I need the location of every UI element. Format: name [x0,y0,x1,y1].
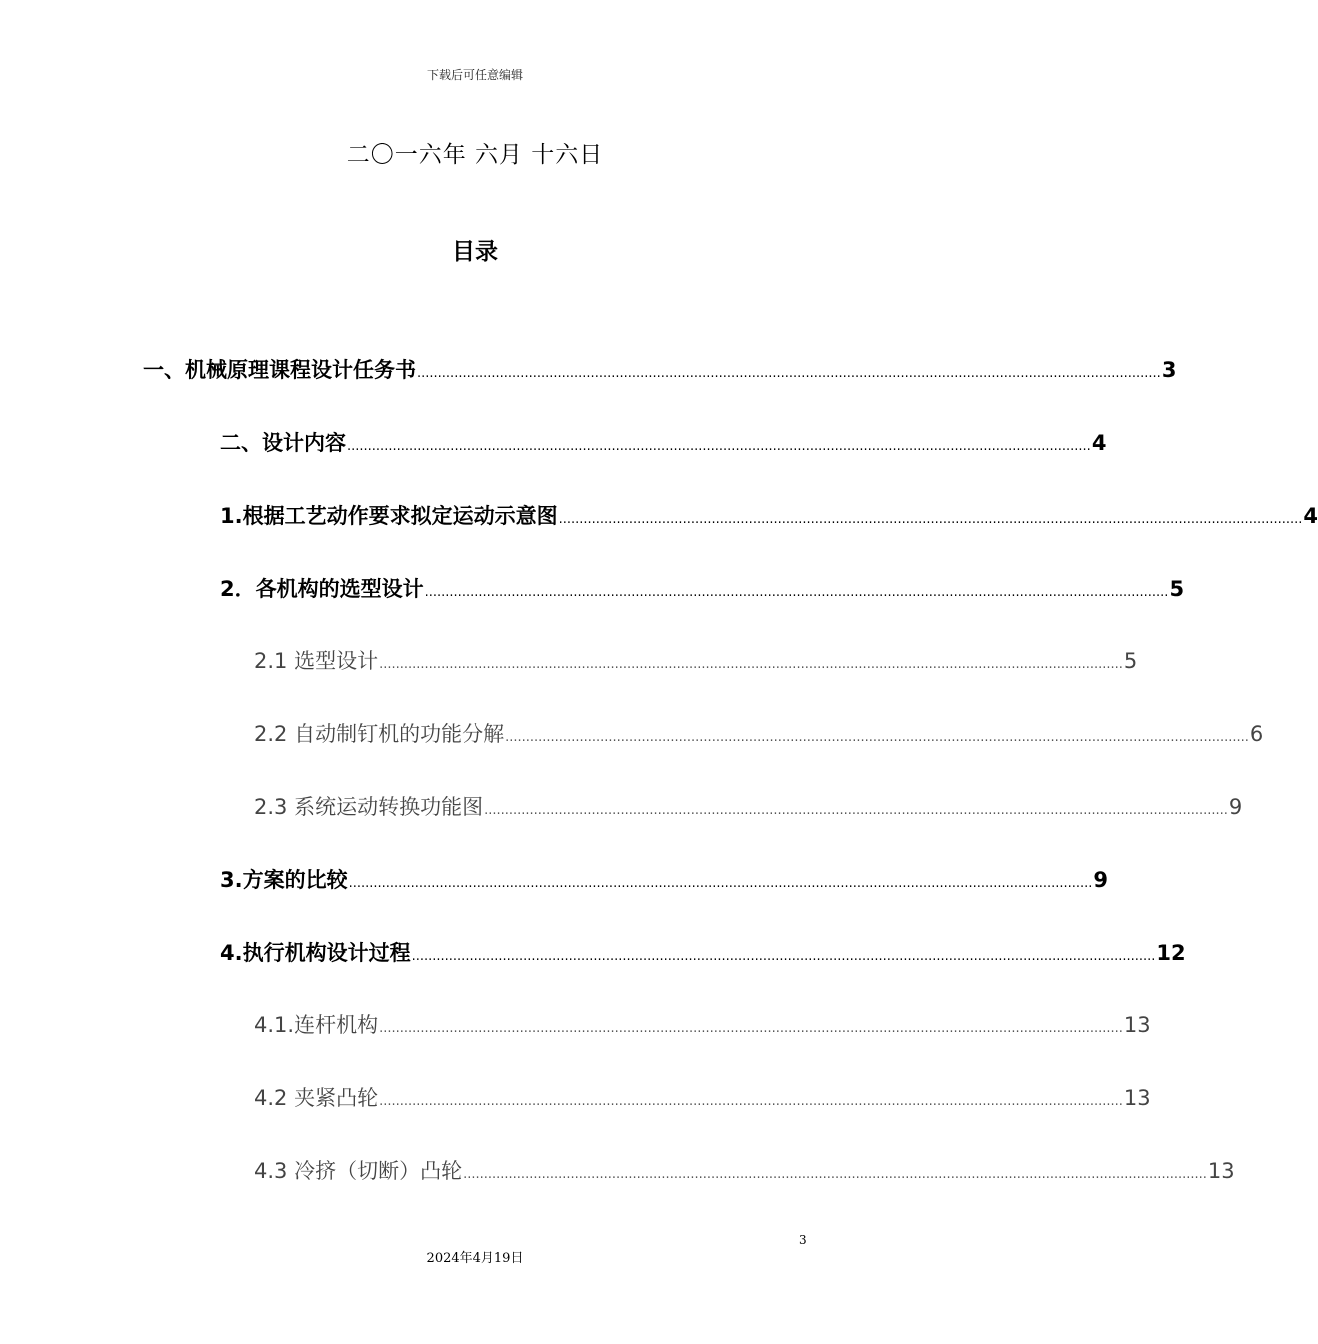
toc-entry-label: 4.3 冷挤（切断）凸轮 [254,1159,463,1183]
toc-dot-leader: .................................................................................................................................................................................... [424,585,1169,600]
toc-entry-page: 6 [1249,722,1264,746]
toc-entry[interactable] [254,791,1243,823]
toc-entry[interactable] [220,573,1185,605]
toc-entry[interactable] [254,1009,1151,1041]
toc-entry[interactable] [220,500,1318,532]
toc-entry-page: 13 [1123,1013,1151,1037]
toc-entry[interactable] [220,937,1186,969]
toc-dot-leader: .................................................................................................................................................................................... [347,439,1091,454]
toc-entry[interactable] [254,645,1138,677]
footer-date: 2024年4月19日 [426,1251,524,1266]
toc-entry-label: 2.2 自动制钉机的功能分解 [254,722,505,746]
toc-entry[interactable] [254,1155,1235,1187]
toc-entry-page: 5 [1123,649,1138,673]
toc-entry-page: 4 [1091,431,1107,455]
toc-entry-label: 3.方案的比较 [220,868,348,892]
toc-title: 目录 [452,239,498,265]
toc-dot-leader: .................................................................................................................................................................................... [348,876,1093,891]
toc-entry-label: 1.根据工艺动作要求拟定运动示意图 [220,504,558,528]
toc-entry[interactable] [220,864,1109,896]
page-number: 3 [799,1233,807,1247]
toc-entry-label: 4.执行机构设计过程 [220,941,411,965]
toc-dot-leader: .................................................................................................................................................................................... [505,730,1249,745]
toc-dot-leader: .................................................................................................................................................................................... [484,803,1228,818]
toc-entry[interactable] [220,427,1107,459]
toc-entry[interactable] [254,718,1264,750]
toc-entry[interactable] [254,1082,1151,1114]
toc-entry-label: 一、机械原理课程设计任务书 [143,358,416,382]
toc-entry-page: 3 [1161,358,1177,382]
toc-entry-page: 12 [1156,941,1186,965]
toc-entry-label: 2.1 选型设计 [254,649,379,673]
toc-entry-page: 13 [1123,1086,1151,1110]
toc-entry-label: 4.2 夹紧凸轮 [254,1086,379,1110]
toc-entry-page: 9 [1093,868,1109,892]
toc-entry-label: 4.1.连杆机构 [254,1013,379,1037]
toc-entry-page: 5 [1169,577,1185,601]
toc-entry-label: 2．各机构的选型设计 [220,577,424,601]
toc-entry-page: 9 [1228,795,1243,819]
toc-dot-leader: .................................................................................................................................................................................... [463,1167,1207,1182]
toc-entry[interactable] [143,354,1177,386]
toc-dot-leader: .................................................................................................................................................................................... [417,366,1161,381]
toc-dot-leader: .................................................................................................................................................................................... [411,949,1156,964]
header-note: 下载后可任意编辑 [426,68,523,82]
toc-entry-label: 二、设计内容 [220,431,346,455]
toc-entry-page: 4 [1303,504,1318,528]
toc-entry-label: 2.3 系统运动转换功能图 [254,795,484,819]
toc-entry-page: 13 [1207,1159,1235,1183]
document-date: 二〇一六年 六月 十六日 [346,142,604,168]
toc-dot-leader: .................................................................................................................................................................................... [379,1094,1123,1109]
toc-dot-leader: .................................................................................................................................................................................... [558,512,1303,527]
toc-dot-leader: .................................................................................................................................................................................... [379,1021,1123,1036]
toc-dot-leader: .................................................................................................................................................................................... [379,657,1123,672]
